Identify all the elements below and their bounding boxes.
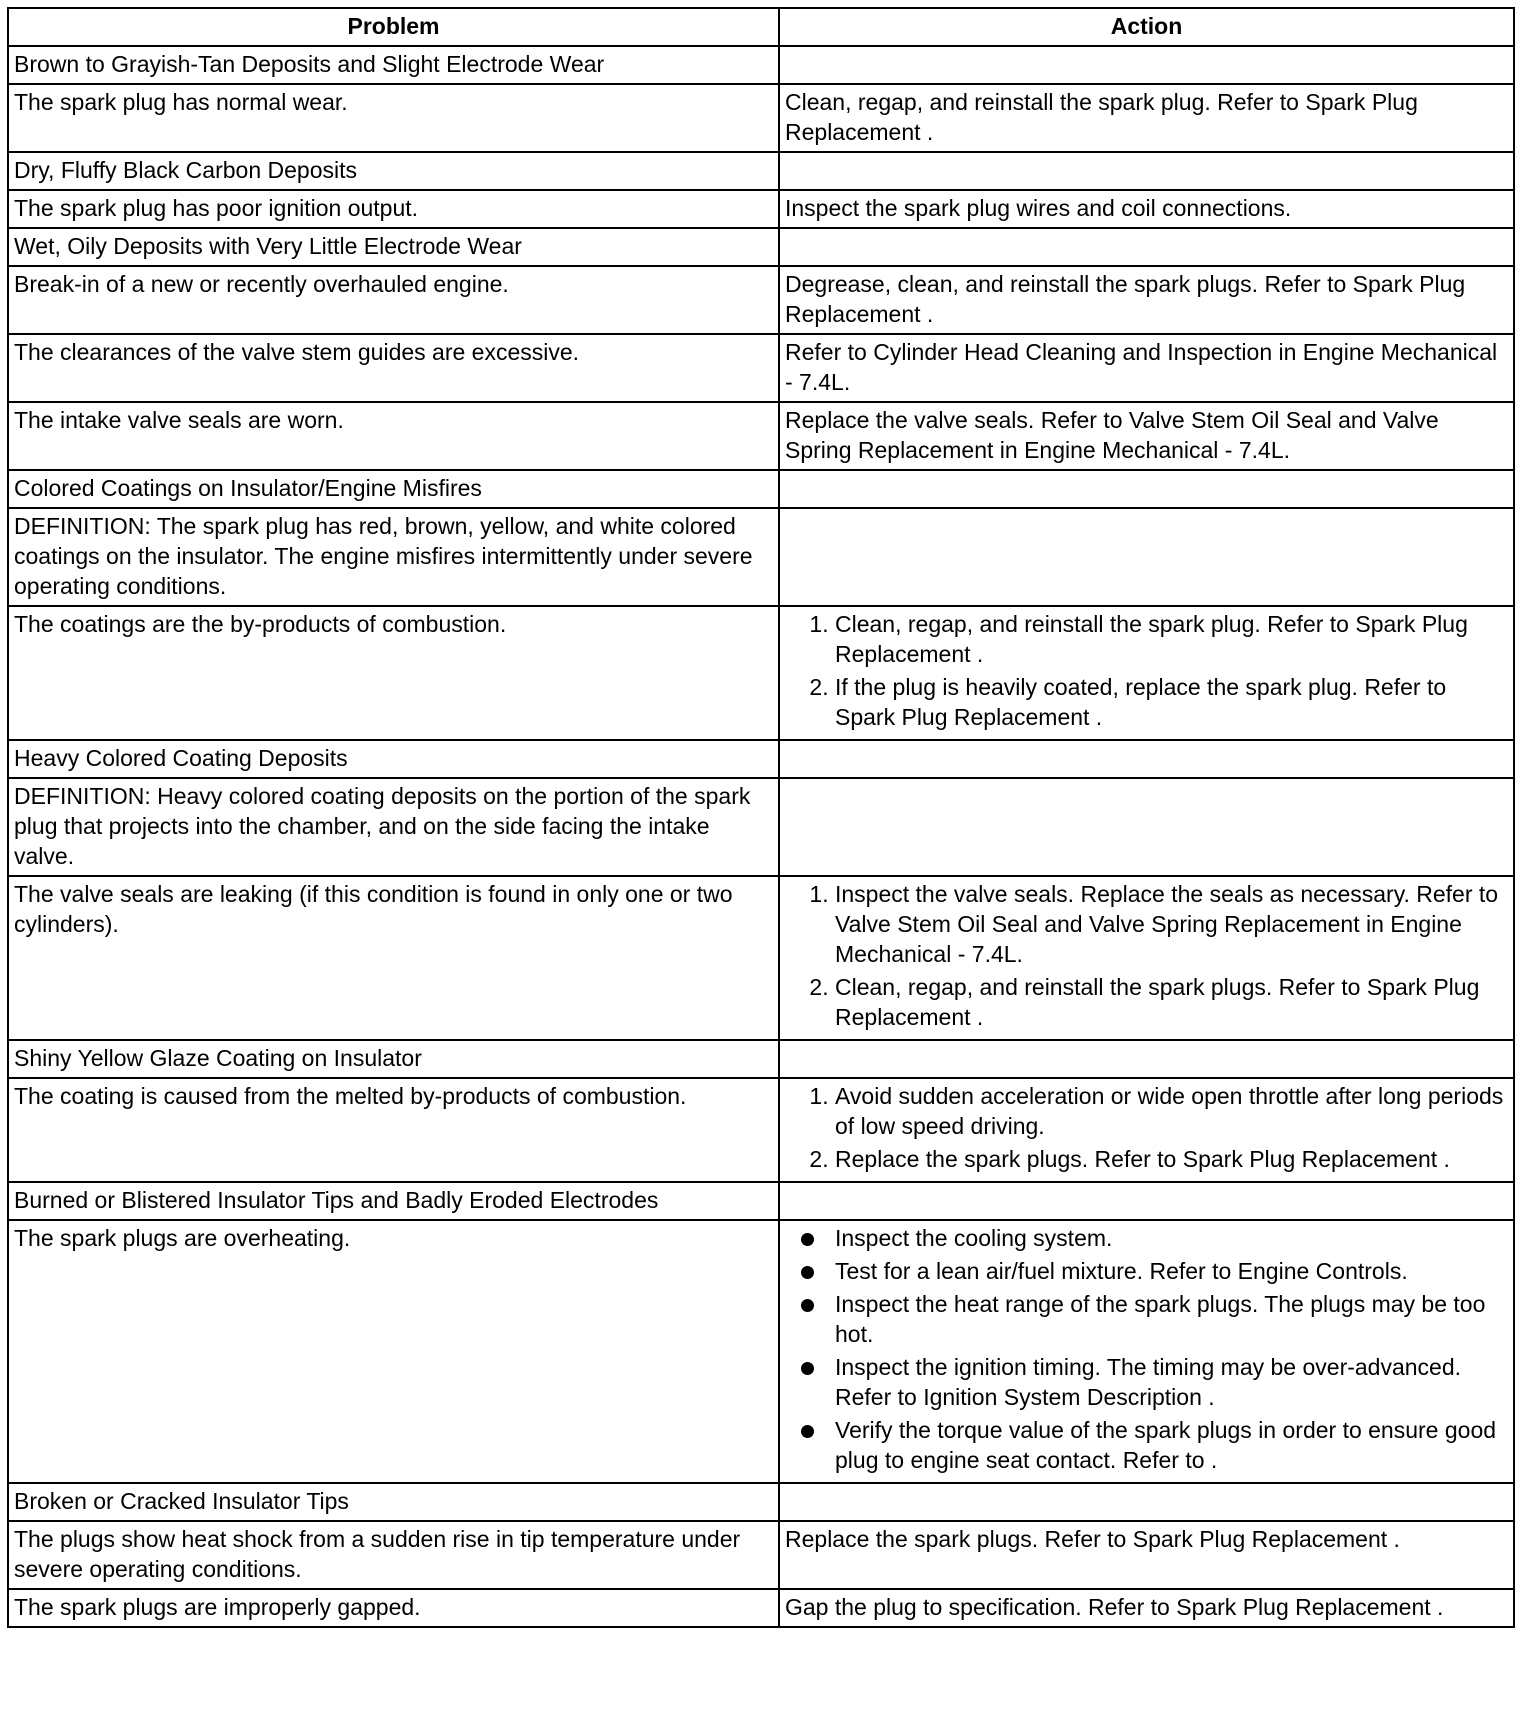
bullet-item: Verify the torque value of the spark plugs in order to ensure good plug to engine seat contact. Refer to . xyxy=(835,1415,1508,1475)
problem-cell: Wet, Oily Deposits with Very Little Electrode Wear xyxy=(8,228,779,266)
action-cell xyxy=(779,740,1514,778)
bullet-list xyxy=(785,1223,1508,1475)
table-row xyxy=(8,334,1514,402)
problem-cell: The clearances of the valve stem guides are excessive. xyxy=(8,334,779,402)
action-cell xyxy=(779,228,1514,266)
numbered-steps xyxy=(785,609,1508,732)
action-cell xyxy=(779,876,1514,1040)
action-cell: Degrease, clean, and reinstall the spark plugs. Refer to Spark Plug Replacement . xyxy=(779,266,1514,334)
action-cell: Gap the plug to specification. Refer to Spark Plug Replacement . xyxy=(779,1589,1514,1627)
problem-cell: Shiny Yellow Glaze Coating on Insulator xyxy=(8,1040,779,1078)
problem-cell: The spark plugs are improperly gapped. xyxy=(8,1589,779,1627)
table-row xyxy=(8,1483,1514,1521)
action-column-header: Action xyxy=(779,8,1514,46)
action-cell: Replace the spark plugs. Refer to Spark Plug Replacement . xyxy=(779,1521,1514,1589)
diagnostic-table xyxy=(7,7,1515,1628)
table-row xyxy=(8,228,1514,266)
step-item: 1. Inspect the valve seals. Replace the seals as necessary. Refer to Valve Stem Oil Seal and Valve Spring Replacement in Engine Mechanical - 7.4L. xyxy=(835,879,1508,969)
table-row xyxy=(8,740,1514,778)
table-row xyxy=(8,1220,1514,1483)
header-row xyxy=(8,8,1514,46)
table-row xyxy=(8,1182,1514,1220)
table-row xyxy=(8,876,1514,1040)
table-row xyxy=(8,508,1514,606)
table-row xyxy=(8,84,1514,152)
problem-cell: The plugs show heat shock from a sudden rise in tip temperature under severe operating conditions. xyxy=(8,1521,779,1589)
problem-column-header: Problem xyxy=(8,8,779,46)
action-cell xyxy=(779,1040,1514,1078)
table-row xyxy=(8,1078,1514,1182)
action-cell: Inspect the spark plug wires and coil connections. xyxy=(779,190,1514,228)
table-row xyxy=(8,152,1514,190)
problem-cell: Broken or Cracked Insulator Tips xyxy=(8,1483,779,1521)
problem-cell: The intake valve seals are worn. xyxy=(8,402,779,470)
problem-cell: The spark plug has normal wear. xyxy=(8,84,779,152)
action-cell: Refer to Cylinder Head Cleaning and Inspection in Engine Mechanical - 7.4L. xyxy=(779,334,1514,402)
action-cell xyxy=(779,606,1514,740)
table-row xyxy=(8,1040,1514,1078)
problem-cell: Brown to Grayish-Tan Deposits and Slight Electrode Wear xyxy=(8,46,779,84)
table-row xyxy=(8,1521,1514,1589)
step-item: 2. If the plug is heavily coated, replace the spark plug. Refer to Spark Plug Replacement . xyxy=(835,672,1508,732)
action-cell xyxy=(779,1078,1514,1182)
action-cell xyxy=(779,46,1514,84)
problem-cell: DEFINITION: Heavy colored coating deposits on the portion of the spark plug that projects into the chamber, and on the side facing the intake valve. xyxy=(8,778,779,876)
problem-cell: The valve seals are leaking (if this condition is found in only one or two cylinders). xyxy=(8,876,779,1040)
problem-cell: Break-in of a new or recently overhauled engine. xyxy=(8,266,779,334)
table-row xyxy=(8,778,1514,876)
step-item: 1. Clean, regap, and reinstall the spark plug. Refer to Spark Plug Replacement . xyxy=(835,609,1508,669)
numbered-steps xyxy=(785,879,1508,1032)
problem-cell: Colored Coatings on Insulator/Engine Misfires xyxy=(8,470,779,508)
table-row xyxy=(8,190,1514,228)
action-cell xyxy=(779,508,1514,606)
table-row xyxy=(8,266,1514,334)
action-cell xyxy=(779,1483,1514,1521)
table-row xyxy=(8,402,1514,470)
step-item: 1. Avoid sudden acceleration or wide open throttle after long periods of low speed driving. xyxy=(835,1081,1508,1141)
problem-cell: The spark plug has poor ignition output. xyxy=(8,190,779,228)
action-cell xyxy=(779,470,1514,508)
table-row xyxy=(8,606,1514,740)
bullet-item: Inspect the heat range of the spark plugs. The plugs may be too hot. xyxy=(835,1289,1508,1349)
problem-cell: Heavy Colored Coating Deposits xyxy=(8,740,779,778)
problem-cell: The spark plugs are overheating. xyxy=(8,1220,779,1483)
action-cell: Replace the valve seals. Refer to Valve Stem Oil Seal and Valve Spring Replacement in Engine Mechanical - 7.4L. xyxy=(779,402,1514,470)
bullet-item: Inspect the ignition timing. The timing may be over-advanced. Refer to Ignition System Description . xyxy=(835,1352,1508,1412)
bullet-item: Inspect the cooling system. xyxy=(835,1223,1508,1253)
action-cell: Clean, regap, and reinstall the spark plug. Refer to Spark Plug Replacement . xyxy=(779,84,1514,152)
problem-cell: The coating is caused from the melted by-products of combustion. xyxy=(8,1078,779,1182)
problem-cell: DEFINITION: The spark plug has red, brown, yellow, and white colored coatings on the insulator. The engine misfires intermittently under severe operating conditions. xyxy=(8,508,779,606)
step-item: 2. Replace the spark plugs. Refer to Spark Plug Replacement . xyxy=(835,1144,1508,1174)
numbered-steps xyxy=(785,1081,1508,1174)
action-cell xyxy=(779,1220,1514,1483)
action-cell xyxy=(779,778,1514,876)
problem-cell: The coatings are the by-products of combustion. xyxy=(8,606,779,740)
table-row xyxy=(8,1589,1514,1627)
action-cell xyxy=(779,1182,1514,1220)
bullet-item: Test for a lean air/fuel mixture. Refer to Engine Controls. xyxy=(835,1256,1508,1286)
table-row xyxy=(8,470,1514,508)
action-cell xyxy=(779,152,1514,190)
table-row xyxy=(8,46,1514,84)
problem-cell: Burned or Blistered Insulator Tips and Badly Eroded Electrodes xyxy=(8,1182,779,1220)
problem-cell: Dry, Fluffy Black Carbon Deposits xyxy=(8,152,779,190)
step-item: 2. Clean, regap, and reinstall the spark plugs. Refer to Spark Plug Replacement . xyxy=(835,972,1508,1032)
